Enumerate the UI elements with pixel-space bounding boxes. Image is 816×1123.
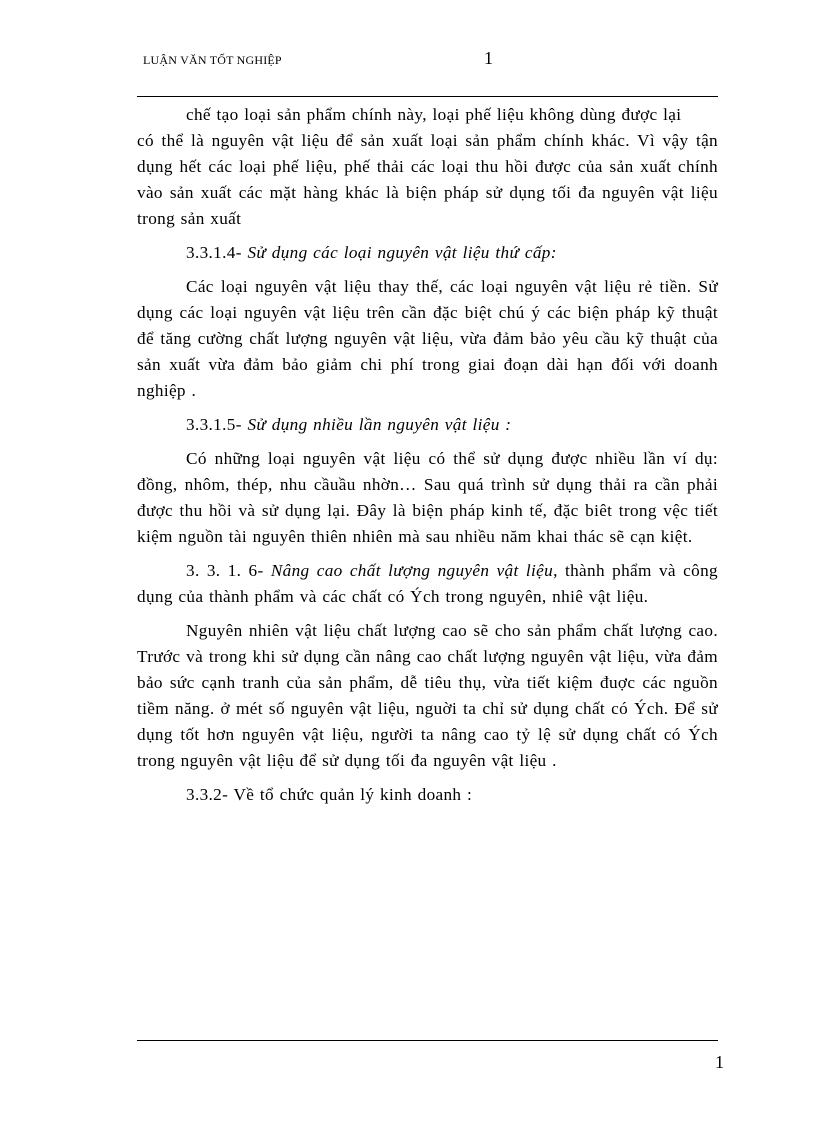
section-heading-3-3-2: 3.3.2- Về tổ chức quản lý kinh doanh : <box>186 785 473 804</box>
footer-page-number: 1 <box>715 1052 724 1072</box>
section-heading-3-3-1-5 <box>137 412 718 438</box>
paragraph-4: Có những loại nguyên vật liệu có thể sử dụng được nhiều lần ví dụ: đồng, nhôm, thép, nhu cầuầu nhờn… Sau quá trình sử dụng thải ra cần phải được thu hồi và sử dụng lại. Đây là biện pháp kinh tế, đặc biêt trong vệc tiết kiệm nguồn tài nguyên thiên nhiên mà sau nhiều năm khai thác sẽ cạn kiệt. <box>137 449 718 546</box>
paragraph-3: Các loại nguyên vật liệu thay thế, các loại nguyên vật liệu rẻ tiền. Sử dụng các loại nguyên vật liệu trên cần đặc biệt chú ý các biện pháp kỹ thuật để tăng cường chất lượng nguyên vật liệu, vừa đảm bảo yêu cầu kỹ thuật của sản xuất vừa đảm bảo giảm chi phí trong giai đoạn dài hạn đối với doanh nghiệp . <box>137 277 718 400</box>
section-title: Sử dụng các loại nguyên vật liệu thứ cấp: <box>247 243 557 262</box>
header-page-number: 1 <box>484 48 493 68</box>
document-body <box>137 102 718 816</box>
section-heading-3-3-1-4 <box>137 240 718 266</box>
section-number: 3.3.1.4- <box>186 243 248 262</box>
section-heading-rest: , thành phẩm và công dụng của thành phẩm và các chất có Ých trong nguyên, nhiê vật liệu. <box>137 561 718 606</box>
footer-divider <box>137 1040 718 1041</box>
header-divider <box>137 96 718 97</box>
paragraph-2: có thể là nguyên vật liệu để sản xuất loại sản phẩm chính khác. Vì vậy tận dụng hết các loại phế liệu, phế thải các loại thu hồi được của sản xuất chính vào sản xuất các mặt hàng khác là biện pháp sử dụng tối đa nguyên vật liệu trong sản xuất <box>137 131 718 228</box>
section-title: Sử dụng nhiều lần nguyên vật liệu : <box>247 415 512 434</box>
paragraph-1: chế tạo loại sản phẩm chính này, loại phế liệu không dùng được lại <box>186 105 682 124</box>
section-title: Nâng cao chất lượng nguyên vật liệu <box>270 561 554 580</box>
section-number: 3.3.1.5- <box>186 415 248 434</box>
header-title: LUẬN VĂN TỐT NGHIỆP <box>143 53 282 67</box>
section-heading-3-3-1-6 <box>137 558 718 610</box>
paragraph-5: Nguyên nhiên vật liệu chất lượng cao sẽ cho sản phẩm chất lượng cao. Trước và trong khi sử dụng cần nâng cao chất lượng nguyên vật liệu, vừa đảm bảo sức cạnh tranh của sản phẩm, dễ tiêu thụ, vừa tiết kiệm đuợc các nguồn tiềm năng. ở mét số nguyên vật liệu, nguời ta chỉ sử dụng chất có Ých. Để sử dụng tốt hơn nguyên vật liệu, người ta nâng cao tỷ lệ sử dụng chất có Ých trong nguyên vật liệu để sử dụng tối đa nguyên vật liệu . <box>137 621 718 770</box>
section-number: 3. 3. 1. 6- <box>186 561 271 580</box>
